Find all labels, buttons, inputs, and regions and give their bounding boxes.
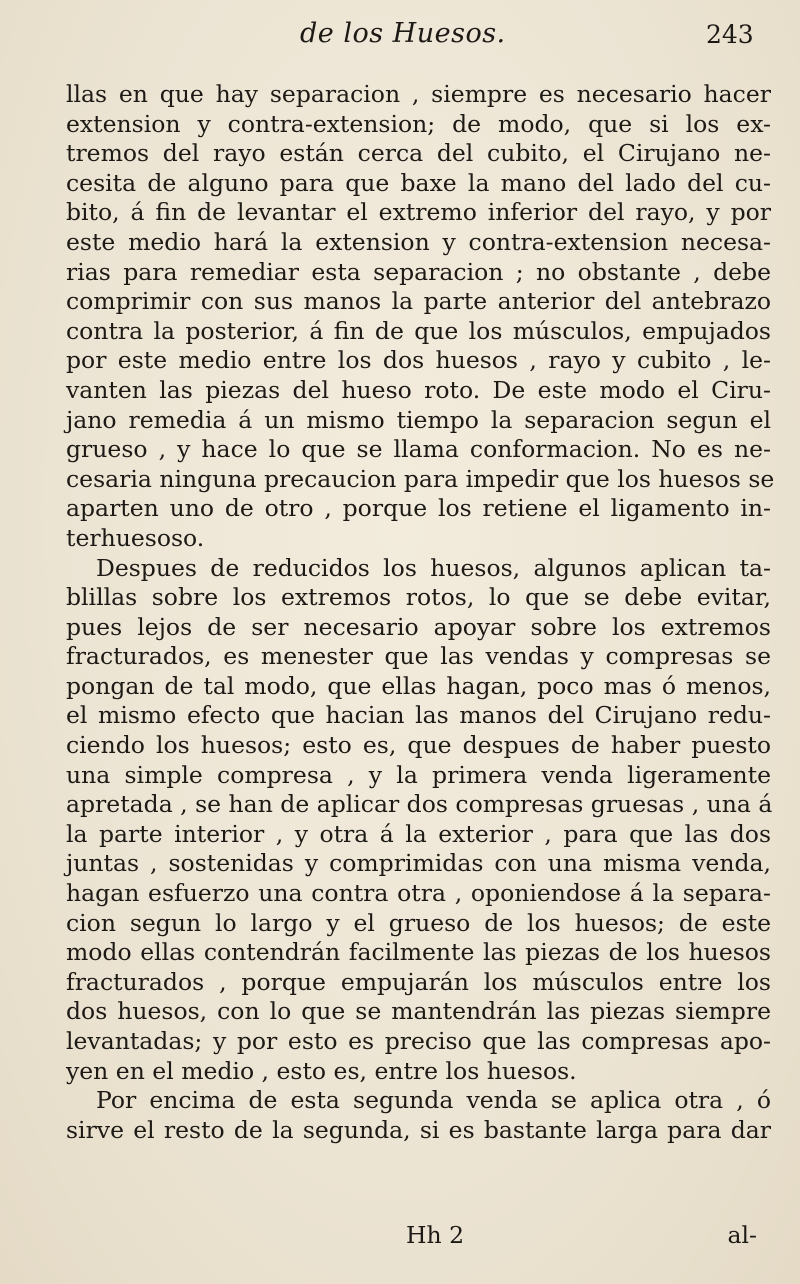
text-line: apretada , se han de aplicar dos compresas gruesas , una á bbox=[66, 790, 773, 819]
paragraph-start-line: Despues de reducidos los huesos, algunos aplican ta- bbox=[96, 553, 771, 582]
page-number: 243 bbox=[706, 20, 754, 49]
text-line: extension y contra-extension; de modo, que si los ex- bbox=[66, 109, 771, 138]
text-line: por este medio entre los dos huesos , rayo y cubito , le- bbox=[66, 346, 771, 375]
text-line: rias para remediar esta separacion ; no obstante , debe bbox=[66, 257, 771, 286]
text-line: comprimir con sus manos la parte anterior del antebrazo bbox=[66, 287, 771, 316]
text-line: blillas sobre los extremos rotos, lo que se debe evitar, bbox=[66, 583, 771, 612]
signature-mark: Hh 2 bbox=[406, 1221, 465, 1249]
text-line: pues lejos de ser necesario apoyar sobre los extremos bbox=[66, 612, 771, 641]
paragraph-start-line: Por encima de esta segunda venda se aplica otra , ó bbox=[96, 1086, 771, 1115]
text-line: tremos del rayo están cerca del cubito, el Cirujano ne- bbox=[66, 139, 771, 168]
text-line: cesita de alguno para que baxe la mano del lado del cu- bbox=[66, 168, 771, 197]
paragraph-end-line: terhuesoso. bbox=[66, 523, 205, 552]
body-text bbox=[66, 80, 775, 1145]
text-line: pongan de tal modo, que ellas hagan, poco mas ó menos, bbox=[66, 671, 771, 700]
text-line: vanten las piezas del hueso roto. De este modo el Ciru- bbox=[66, 375, 771, 404]
text-line: una simple compresa , y la primera venda ligeramente bbox=[66, 760, 771, 789]
text-line: hagan esfuerzo una contra otra , oponiendose á la separa- bbox=[66, 879, 771, 908]
text-line: fracturados, es menester que las vendas y compresas se bbox=[66, 642, 771, 671]
text-line: grueso , y hace lo que se llama conformacion. No es ne- bbox=[66, 435, 771, 464]
text-line: cion segun lo largo y el grueso de los huesos; de este bbox=[66, 908, 771, 937]
page-header bbox=[0, 18, 800, 58]
text-line: la parte interior , y otra á la exterior , para que las dos bbox=[66, 819, 771, 848]
text-line: sirve el resto de la segunda, si es bastante larga para dar bbox=[66, 1115, 771, 1144]
text-line: bito, á fin de levantar el extremo inferior del rayo, y por bbox=[66, 198, 771, 227]
text-line: jano remedia á un mismo tiempo la separacion segun el bbox=[66, 405, 771, 434]
text-line: modo ellas contendrán facilmente las piezas de los huesos bbox=[66, 938, 771, 967]
text-line: aparten uno de otro , porque los retiene el ligamento in- bbox=[66, 494, 771, 523]
text-line: contra la posterior, á fin de que los músculos, empujados bbox=[66, 316, 771, 345]
running-title: de los Huesos. bbox=[300, 18, 506, 49]
text-line: cesaria ninguna precaucion para impedir que los huesos se bbox=[66, 464, 775, 493]
paragraph-end-line: yen en el medio , esto es, entre los huesos. bbox=[66, 1056, 577, 1085]
page-footer bbox=[66, 1221, 771, 1251]
text-line: el mismo efecto que hacian las manos del Cirujano redu- bbox=[66, 701, 771, 730]
text-line: ciendo los huesos; esto es, que despues de haber puesto bbox=[66, 731, 771, 760]
text-line: llas en que hay separacion , siempre es necesario hacer bbox=[66, 80, 771, 108]
text-line: este medio hará la extension y contra-extension necesa- bbox=[66, 227, 771, 256]
text-line: juntas , sostenidas y comprimidas con una misma venda, bbox=[66, 849, 771, 878]
text-line: dos huesos, con lo que se mantendrán las piezas siempre bbox=[66, 997, 771, 1026]
catchword: al- bbox=[727, 1221, 757, 1249]
text-line: levantadas; y por esto es preciso que las compresas apo- bbox=[66, 1027, 771, 1055]
text-line: fracturados , porque empujarán los músculos entre los bbox=[66, 967, 771, 996]
